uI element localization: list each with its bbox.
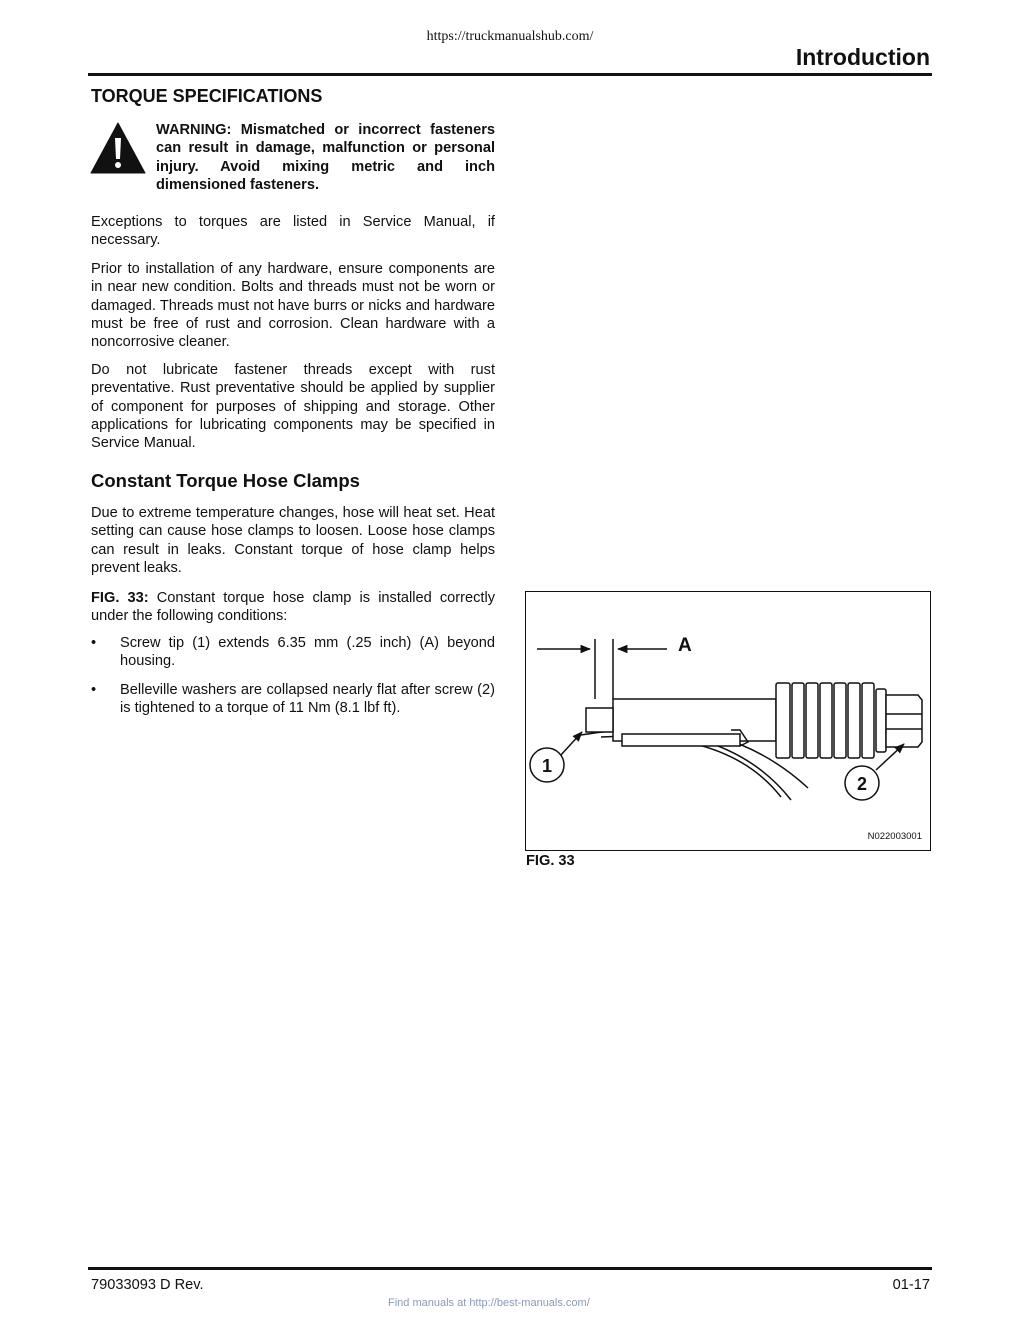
- footer-link[interactable]: Find manuals at http://best-manuals.com/: [388, 1297, 590, 1309]
- hose-clamp-illustration: [526, 592, 930, 850]
- warning-triangle-icon: [90, 122, 146, 174]
- document-id: 79033093 D Rev.: [91, 1277, 204, 1293]
- paragraph-hose-heat-set: Due to extreme temperature changes, hose will heat set. Heat setting can cause hose clamps to loosen. Loose hose clamps can result in leaks. Constant torque of hose clamp helps prevent leaks.: [91, 505, 495, 576]
- callout-1: 1: [541, 756, 553, 776]
- fig-reference-text: Constant torque hose clamp is installed correctly under the following conditions:: [91, 590, 495, 625]
- bullet-symbol: •: [91, 635, 97, 651]
- paragraph-hardware-condition: Prior to installation of any hardware, ensure components are in near new condition. Bolts and threads must not be worn or damaged. Threads must not have burrs or nicks and hardware must be free of rust and corrosion. Clean hardware with a noncorrosive cleaner.: [91, 261, 495, 351]
- callout-2: 2: [856, 774, 868, 794]
- header-rule: [88, 73, 932, 76]
- paragraph-fig-reference: [91, 589, 495, 626]
- bullet-text: Screw tip (1) extends 6.35 mm (.25 inch) (A) beyond housing.: [120, 635, 495, 670]
- paragraph-exceptions: Exceptions to torques are listed in Service Manual, if necessary.: [91, 214, 495, 249]
- figure-caption: FIG. 33: [526, 853, 575, 869]
- paragraph-lubrication: Do not lubricate fastener threads except with rust preventative. Rust preventative should be applied by supplier of component for purposes of shipping and storage. Other applications for lubricating components may be specified in Service Manual.: [91, 362, 495, 452]
- page-number: 01-17: [892, 1277, 930, 1293]
- section-title: Introduction: [795, 44, 930, 70]
- warning-text: WARNING: Mismatched or incorrect fasteners can result in damage, malfunction or personal injury. Avoid mixing metric and inch dimensioned fasteners.: [156, 122, 495, 193]
- bullet-text: Belleville washers are collapsed nearly flat after screw (2) is tightened to a torque of 11 Nm (8.1 lbf ft).: [120, 682, 495, 717]
- footer-rule: [88, 1267, 932, 1270]
- figure-image-code: N022003001: [867, 831, 922, 842]
- bullet-symbol: •: [91, 682, 97, 698]
- fig-reference-label: FIG. 33:: [91, 590, 149, 606]
- dimension-label-a: A: [678, 635, 692, 656]
- figure-hose-clamp: [525, 591, 931, 851]
- page-heading: TORQUE SPECIFICATIONS: [91, 86, 323, 106]
- subheading-hose-clamps: Constant Torque Hose Clamps: [91, 470, 360, 491]
- source-url: https://truckmanualshub.com/: [426, 29, 594, 44]
